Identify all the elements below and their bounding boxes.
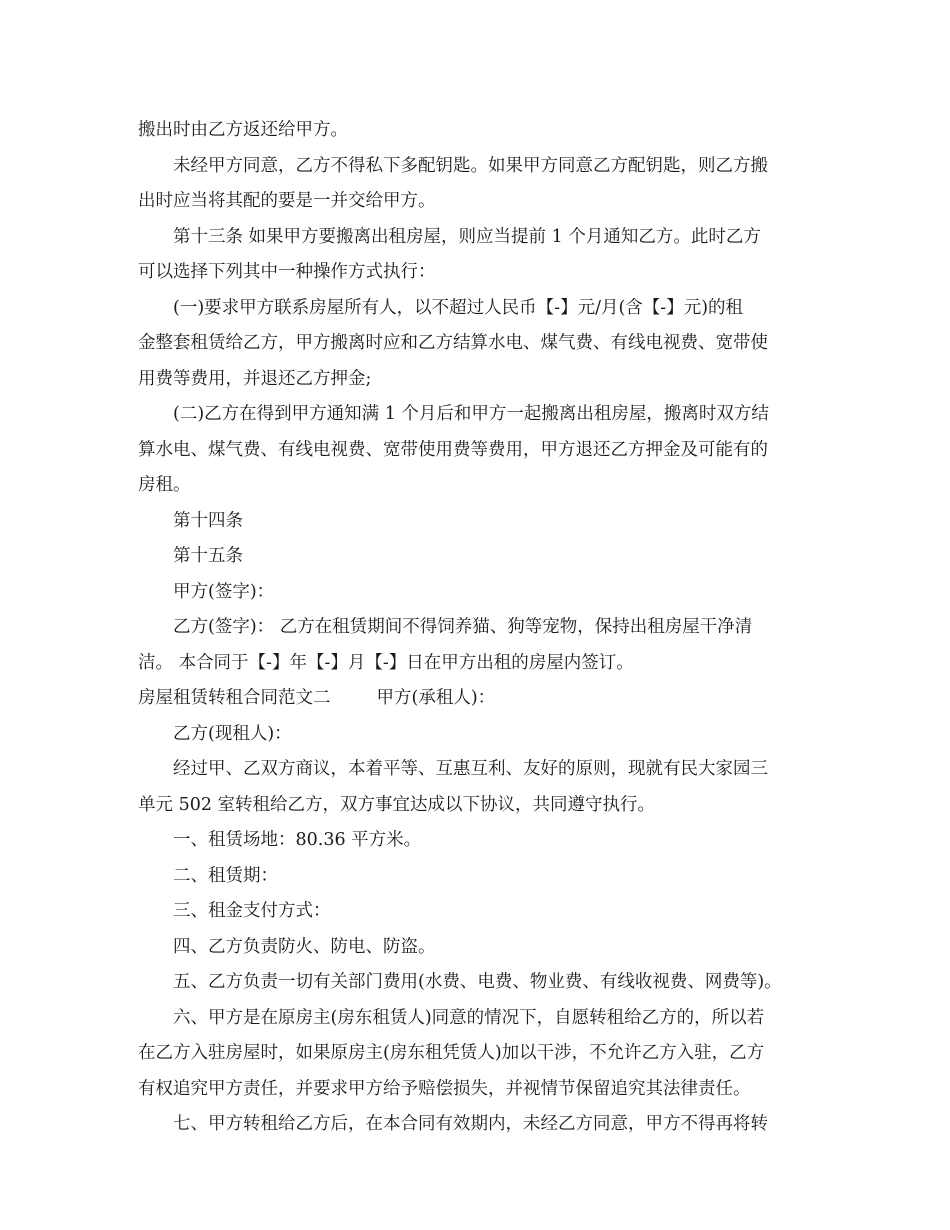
text-line: 未经甲方同意，乙方不得私下多配钥匙。如果甲方同意乙方配钥匙，则乙方搬 — [173, 155, 768, 176]
party-a-label: 甲方(承租人)： — [376, 688, 496, 708]
text-line: 乙方(现租人)： — [173, 723, 292, 744]
text-line: 经过甲、乙双方商议，本着平等、互惠互利、友好的原则，现就有民大家园三 — [173, 759, 768, 779]
text-line: 第十四条 — [173, 510, 243, 531]
text-line: 七、甲方转租给乙方后，在本合同有效期内，未经乙方同意，甲方不得再将转 — [173, 1114, 768, 1134]
text-line: 有权追究甲方责任，并要求甲方给予赔偿损失，并视情节保留追究其法律责任。 — [138, 1078, 751, 1099]
text-line: 甲方(签字)： — [173, 581, 275, 602]
text-line: 六、甲方是在原房主(房东租赁人)同意的情况下，自愿转租给乙方的，所以若 — [173, 1007, 765, 1028]
text-line: 单元 502 室转租给乙方，双方事宜达成以下协议，共同遵守执行。 — [138, 794, 656, 815]
text-line: 一、租赁场地：80.36 平方米。 — [173, 830, 422, 850]
text-line: 搬出时由乙方返还给甲方。 — [138, 120, 348, 140]
text-line: 五、乙方负责一切有关部门费用(水费、电费、物业费、有线收视费、网费等)。 — [173, 972, 782, 992]
text-line: 洁。 本合同于【-】年【-】月【-】日在甲方出租的房屋内签订。 — [138, 652, 634, 673]
text-line: 四、乙方负责防火、防电、防盗。 — [173, 936, 436, 957]
text-line: 第十三条 如果甲方要搬离出租房屋，则应当提前 1 个月通知乙方。此时乙方 — [173, 226, 761, 247]
text-line: 出时应当将其配的要是一并交给甲方。 — [138, 191, 436, 211]
document-page — [138, 113, 828, 1143]
text-line: 乙方(签字)： 乙方在租赁期间不得饲养猫、狗等宠物，保持出租房屋干净清 — [173, 617, 753, 637]
text-line: 金整套租赁给乙方，甲方搬离时应和乙方结算水电、煤气费、有线电视费、宽带使 — [138, 333, 768, 353]
text-line: 三、租金支付方式： — [173, 901, 331, 921]
contract-text-block-1 — [138, 113, 828, 681]
text-line: 可以选择下列其中一种操作方式执行： — [138, 262, 436, 282]
text-line: 二、租赁期： — [173, 865, 278, 886]
text-line: 房租。 — [138, 475, 191, 495]
text-line: (一)要求甲方联系房屋所有人，以不超过人民币【-】元/月(含【-】元)的租 — [173, 297, 744, 318]
text-line: 算水电、煤气费、有线电视费、宽带使用费等费用，甲方退还乙方押金及可能有的 — [138, 439, 768, 460]
text-line: 在乙方入驻房屋时，如果原房主(房东租凭赁人)加以干涉，不允许乙方入驻，乙方 — [138, 1043, 765, 1063]
text-line: 用费等费用，并退还乙方押金; — [138, 368, 372, 389]
contract-heading-line — [138, 681, 828, 717]
text-line: (二)乙方在得到甲方通知满 1 个月后和甲方一起搬离出租房屋，搬离时双方结 — [173, 404, 769, 424]
text-line: 第十五条 — [173, 546, 243, 566]
contract-text-block-2 — [138, 717, 828, 1143]
contract-title: 房屋租赁转租合同范文二 — [138, 688, 331, 708]
